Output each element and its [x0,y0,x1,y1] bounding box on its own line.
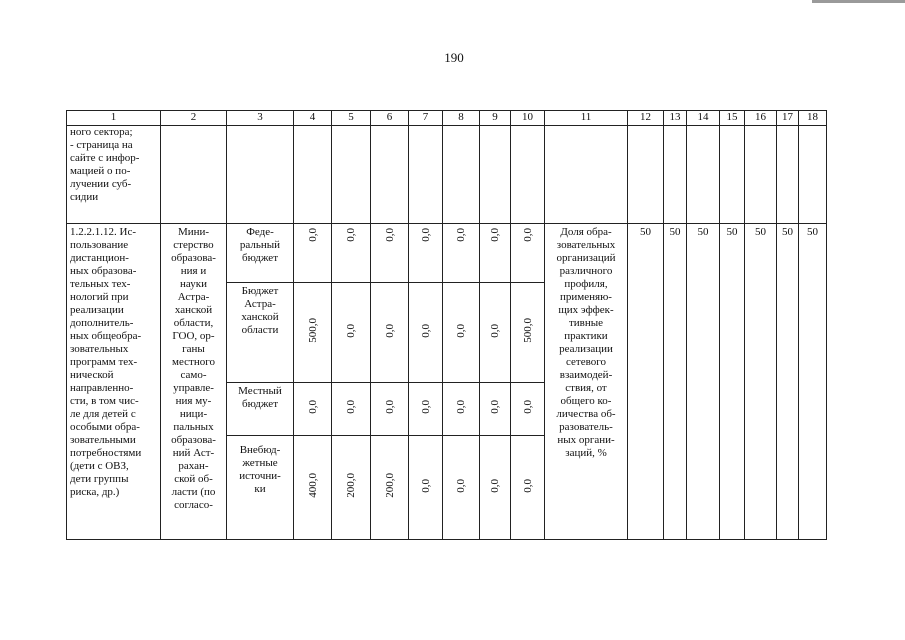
value-cell: 0,0 [409,436,443,540]
empty-cell [628,126,664,224]
empty-cell [687,126,720,224]
value-cell: 0,0 [294,383,332,436]
empty-cell [799,126,827,224]
indicator-value: 50 [799,224,827,540]
value-cell: 0,0 [511,383,545,436]
value-cell: 500,0 [511,283,545,383]
header-cell: 12 [628,111,664,126]
empty-cell [511,126,545,224]
source-name: Феде- ральный бюджет [227,224,294,283]
header-cell: 4 [294,111,332,126]
value-cell: 0,0 [480,383,511,436]
header-cell: 7 [409,111,443,126]
value-cell: 0,0 [480,283,511,383]
empty-cell [161,126,227,224]
empty-cell [480,126,511,224]
top-edge-line [812,0,905,3]
header-cell: 13 [664,111,687,126]
value-cell: 0,0 [480,436,511,540]
indicator-value: 50 [777,224,799,540]
value-cell: 0,0 [294,224,332,283]
source-name: Внебюд- жетные источни- ки [227,436,294,540]
value-cell: 0,0 [511,436,545,540]
indicator-value: 50 [745,224,777,540]
header-cell: 8 [443,111,480,126]
empty-cell [227,126,294,224]
indicator-value: 50 [687,224,720,540]
value-cell: 0,0 [480,224,511,283]
value-cell: 0,0 [511,224,545,283]
empty-cell [332,126,371,224]
value-cell: 0,0 [409,224,443,283]
value-cell: 0,0 [332,383,371,436]
empty-cell [409,126,443,224]
header-cell: 17 [777,111,799,126]
empty-cell [371,126,409,224]
empty-cell [745,126,777,224]
source-name: Бюджет Астра- ханской области [227,283,294,383]
header-cell: 1 [67,111,161,126]
header-cell: 15 [720,111,745,126]
indicator-description: Доля обра- зовательных организаций различного профиля, применяю- щих эффек- тивные практики реализации сетевого взаимодей- ствия, от общего ко- личества об- разователь- ных органи- заций, % [545,224,628,540]
empty-cell [664,126,687,224]
continuation-row [67,126,827,224]
value-cell: 0,0 [371,224,409,283]
header-cell: 16 [745,111,777,126]
value-cell: 0,0 [443,383,480,436]
empty-cell [545,126,628,224]
header-cell: 2 [161,111,227,126]
value-cell: 0,0 [332,283,371,383]
responsible-executor: Мини- стерство образова- ния и науки Астра- ханской области, ГОО, ор- ганы местного само- управле- ния му- ници- пальных образова- ний Аст- рахан- ской об- ласти (по согласо- [161,224,227,540]
header-cell: 3 [227,111,294,126]
indicator-value: 50 [628,224,664,540]
value-cell: 0,0 [332,224,371,283]
header-cell: 9 [480,111,511,126]
header-cell: 5 [332,111,371,126]
value-cell: 0,0 [443,224,480,283]
empty-cell [294,126,332,224]
indicator-value: 50 [720,224,745,540]
value-cell: 0,0 [409,283,443,383]
header-cell: 6 [371,111,409,126]
header-cell: 10 [511,111,545,126]
value-cell: 0,0 [443,283,480,383]
header-cell: 14 [687,111,720,126]
empty-cell [720,126,745,224]
page-number: 190 [444,50,464,65]
header-cell: 18 [799,111,827,126]
empty-cell [443,126,480,224]
value-cell: 0,0 [409,383,443,436]
program-table [66,110,827,540]
value-cell: 200,0 [332,436,371,540]
header-row [67,111,827,126]
source-row-federal [67,224,827,283]
measure-description: 1.2.2.1.12. Ис- пользование дистанцион- ных образова- тельных тех- нологий при реализации дополнитель- ных общеобра- зовательных программ тех- нической направленно- сти, в том чис- ле для детей с особыми обра- зовательными потребностями (дети с ОВЗ, дети группы риска, др.) [67,224,161,540]
source-name: Местный бюджет [227,383,294,436]
value-cell: 0,0 [371,283,409,383]
header-cell: 11 [545,111,628,126]
empty-cell [777,126,799,224]
value-cell: 0,0 [443,436,480,540]
value-cell: 200,0 [371,436,409,540]
continuation-text: ного сектора; - страница на сайте с инфор- мацией о по- лучении суб- сидии [67,126,161,224]
indicator-value: 50 [664,224,687,540]
value-cell: 500,0 [294,283,332,383]
value-cell: 0,0 [371,383,409,436]
value-cell: 400,0 [294,436,332,540]
